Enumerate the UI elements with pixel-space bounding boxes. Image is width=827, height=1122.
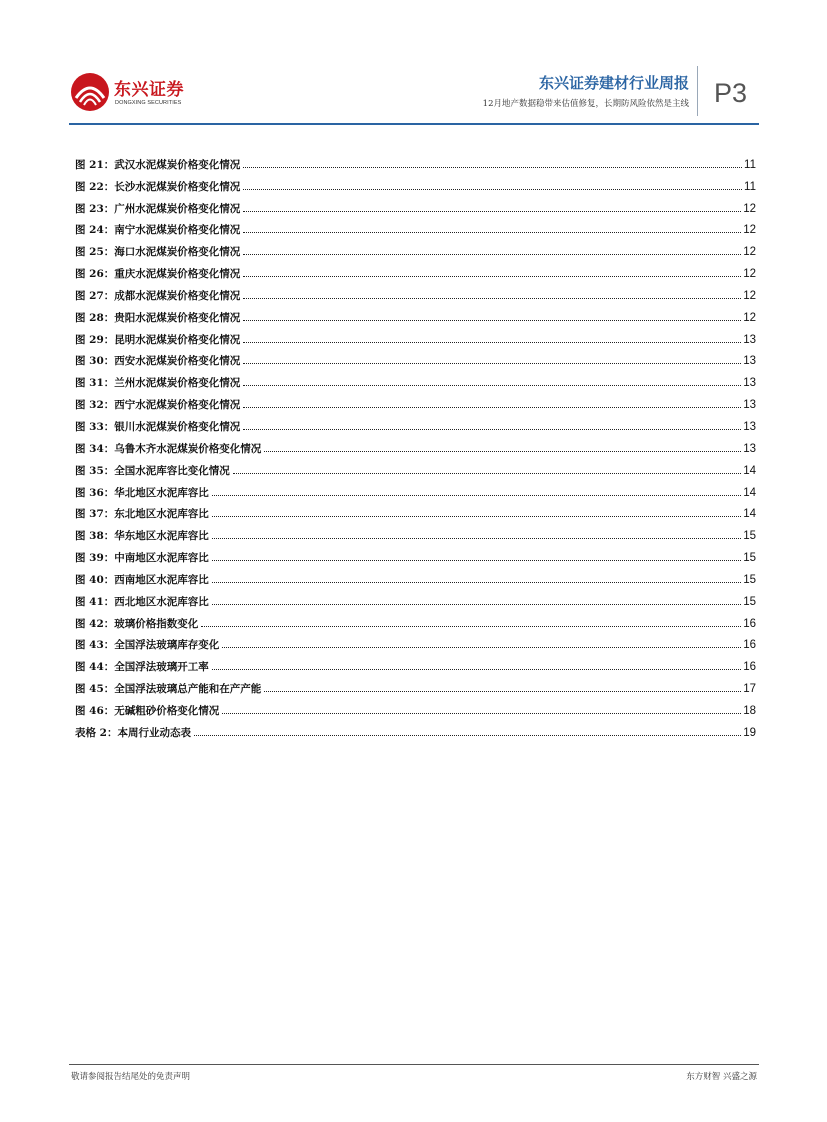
toc-dot-leader	[243, 429, 741, 430]
toc-entry-page: 12	[743, 311, 756, 324]
toc-entry[interactable]	[75, 434, 756, 456]
toc-dot-leader	[243, 385, 741, 386]
toc-entry-label: 图 32：西宁水泥煤炭价格变化情况	[75, 399, 241, 412]
toc-entry-page: 15	[743, 595, 756, 608]
toc-entry-label: 图 34：乌鲁木齐水泥煤炭价格变化情况	[75, 442, 262, 455]
toc-entry-label: 图 28：贵阳水泥煤炭价格变化情况	[75, 311, 241, 324]
toc-dot-leader	[222, 713, 741, 714]
toc-entry-page: 11	[744, 158, 756, 171]
toc-entry-label: 图 40：西南地区水泥库容比	[75, 573, 209, 586]
toc-entry[interactable]	[75, 412, 756, 434]
toc-entry[interactable]	[75, 609, 756, 631]
toc-entry-label: 图 39：中南地区水泥库容比	[75, 552, 209, 565]
toc-entry-label: 图 45：全国浮法玻璃总产能和在产产能	[75, 683, 262, 696]
toc-entry-page: 17	[743, 683, 756, 696]
footer-disclaimer: 敬请参阅报告结尾处的免责声明	[71, 1072, 191, 1082]
toc-entry[interactable]	[75, 216, 756, 238]
toc-entry[interactable]	[75, 325, 756, 347]
header-divider	[697, 66, 698, 116]
toc-entry-label: 图 24：南宁水泥煤炭价格变化情况	[75, 224, 241, 237]
toc-entry-page: 13	[743, 377, 756, 390]
toc-entry-page: 12	[743, 268, 756, 281]
toc-entry-label: 图 27：成都水泥煤炭价格变化情况	[75, 289, 241, 302]
toc-entry[interactable]	[75, 281, 756, 303]
toc-entry[interactable]	[75, 631, 756, 653]
toc-entry[interactable]	[75, 150, 756, 172]
toc-entry[interactable]	[75, 521, 756, 543]
toc-dot-leader	[201, 626, 741, 627]
toc-entry-page: 15	[743, 573, 756, 586]
toc-entry-page: 12	[743, 289, 756, 302]
toc-entry-label: 图 36：华北地区水泥库容比	[75, 486, 209, 499]
toc-dot-leader	[243, 320, 741, 321]
toc-entry[interactable]	[75, 543, 756, 565]
toc-entry-label: 图 33：银川水泥煤炭价格变化情况	[75, 420, 241, 433]
toc-dot-leader	[243, 167, 742, 168]
toc-dot-leader	[243, 363, 741, 364]
toc-entry[interactable]	[75, 718, 756, 740]
toc-entry[interactable]	[75, 237, 756, 259]
toc-dot-leader	[233, 473, 741, 474]
report-title: 东兴证券建材行业周报	[538, 74, 689, 92]
toc-entry-label: 图 30：西安水泥煤炭价格变化情况	[75, 355, 241, 368]
toc-entry[interactable]	[75, 674, 756, 696]
toc-entry-label: 图 29：昆明水泥煤炭价格变化情况	[75, 333, 241, 346]
toc-dot-leader	[243, 189, 742, 190]
toc-entry-page: 13	[743, 420, 756, 433]
toc-dot-leader	[212, 582, 741, 583]
footer-slogan: 东方财智 兴盛之源	[686, 1072, 757, 1082]
footer-rule	[69, 1064, 759, 1065]
toc-dot-leader	[212, 669, 741, 670]
toc-entry[interactable]	[75, 587, 756, 609]
logo-english-name: DONGXING SECURITIES	[115, 100, 182, 106]
header-rule	[69, 123, 759, 125]
toc-entry[interactable]	[75, 259, 756, 281]
toc-entry-label: 图 22：长沙水泥煤炭价格变化情况	[75, 180, 241, 193]
toc-entry-page: 12	[743, 202, 756, 215]
toc-dot-leader	[194, 735, 741, 736]
toc-entry-page: 13	[743, 399, 756, 412]
toc-dot-leader	[243, 407, 741, 408]
toc-dot-leader	[212, 604, 741, 605]
toc-entry-label: 图 44：全国浮法玻璃开工率	[75, 661, 209, 674]
toc-entry-page: 16	[743, 617, 756, 630]
toc-entry-label: 表格 2：本周行业动态表	[75, 726, 191, 739]
dongxing-logo-icon	[70, 72, 110, 112]
toc-dot-leader	[264, 691, 741, 692]
report-subtitle: 12月地产数据稳带来估值修复，长期防风险依然是主线	[482, 99, 689, 109]
toc-entry[interactable]	[75, 652, 756, 674]
toc-entry-label: 图 35：全国水泥库容比变化情况	[75, 464, 230, 477]
toc-entry-page: 16	[743, 639, 756, 652]
toc-entry[interactable]	[75, 456, 756, 478]
toc-entry-label: 图 37：东北地区水泥库容比	[75, 508, 209, 521]
toc-entry-page: 11	[744, 180, 756, 193]
toc-dot-leader	[243, 211, 741, 212]
toc-dot-leader	[222, 647, 741, 648]
toc-entry-page: 12	[743, 224, 756, 237]
toc-dot-leader	[212, 560, 741, 561]
toc-entry[interactable]	[75, 347, 756, 369]
toc-dot-leader	[243, 342, 741, 343]
toc-entry-label: 图 42：玻璃价格指数变化	[75, 617, 199, 630]
toc-entry-label: 图 43：全国浮法玻璃库存变化	[75, 639, 220, 652]
toc-dot-leader	[243, 232, 741, 233]
toc-entry-label: 图 26：重庆水泥煤炭价格变化情况	[75, 268, 241, 281]
logo-chinese-name: 东兴证券	[114, 80, 184, 100]
toc-entry[interactable]	[75, 390, 756, 412]
toc-entry-page: 14	[743, 486, 756, 499]
toc-entry-page: 14	[743, 464, 756, 477]
toc-entry-page: 19	[743, 726, 756, 739]
toc-dot-leader	[243, 254, 741, 255]
toc-entry[interactable]	[75, 194, 756, 216]
toc-entry-label: 图 23：广州水泥煤炭价格变化情况	[75, 202, 241, 215]
company-logo	[70, 72, 200, 112]
toc-entry-label: 图 46：无碱粗砂价格变化情况	[75, 704, 220, 717]
toc-entry[interactable]	[75, 565, 756, 587]
toc-entry-label: 图 25：海口水泥煤炭价格变化情况	[75, 246, 241, 259]
page-number: P3	[714, 78, 748, 108]
toc-entry[interactable]	[75, 500, 756, 522]
toc-entry[interactable]	[75, 478, 756, 500]
toc-entry-page: 13	[743, 355, 756, 368]
toc-entry-page: 18	[743, 704, 756, 717]
toc-entry-page: 12	[743, 246, 756, 259]
toc-dot-leader	[243, 298, 741, 299]
toc-dot-leader	[212, 495, 741, 496]
toc-entry-page: 16	[743, 661, 756, 674]
toc-entry[interactable]	[75, 172, 756, 194]
toc-entry[interactable]	[75, 368, 756, 390]
toc-dot-leader	[243, 276, 741, 277]
toc-entry-label: 图 38：华东地区水泥库容比	[75, 530, 209, 543]
toc-dot-leader	[264, 451, 741, 452]
toc-entry-page: 15	[743, 530, 756, 543]
toc-entry-label: 图 31：兰州水泥煤炭价格变化情况	[75, 377, 241, 390]
toc-entry-page: 14	[743, 508, 756, 521]
table-of-figures	[75, 150, 756, 740]
toc-entry-label: 图 41：西北地区水泥库容比	[75, 595, 209, 608]
toc-entry-label: 图 21：武汉水泥煤炭价格变化情况	[75, 158, 241, 171]
toc-dot-leader	[212, 538, 741, 539]
toc-entry[interactable]	[75, 303, 756, 325]
toc-entry-page: 15	[743, 552, 756, 565]
toc-entry-page: 13	[743, 442, 756, 455]
page-header	[0, 0, 827, 128]
toc-entry-page: 13	[743, 333, 756, 346]
toc-entry[interactable]	[75, 696, 756, 718]
toc-dot-leader	[212, 516, 741, 517]
